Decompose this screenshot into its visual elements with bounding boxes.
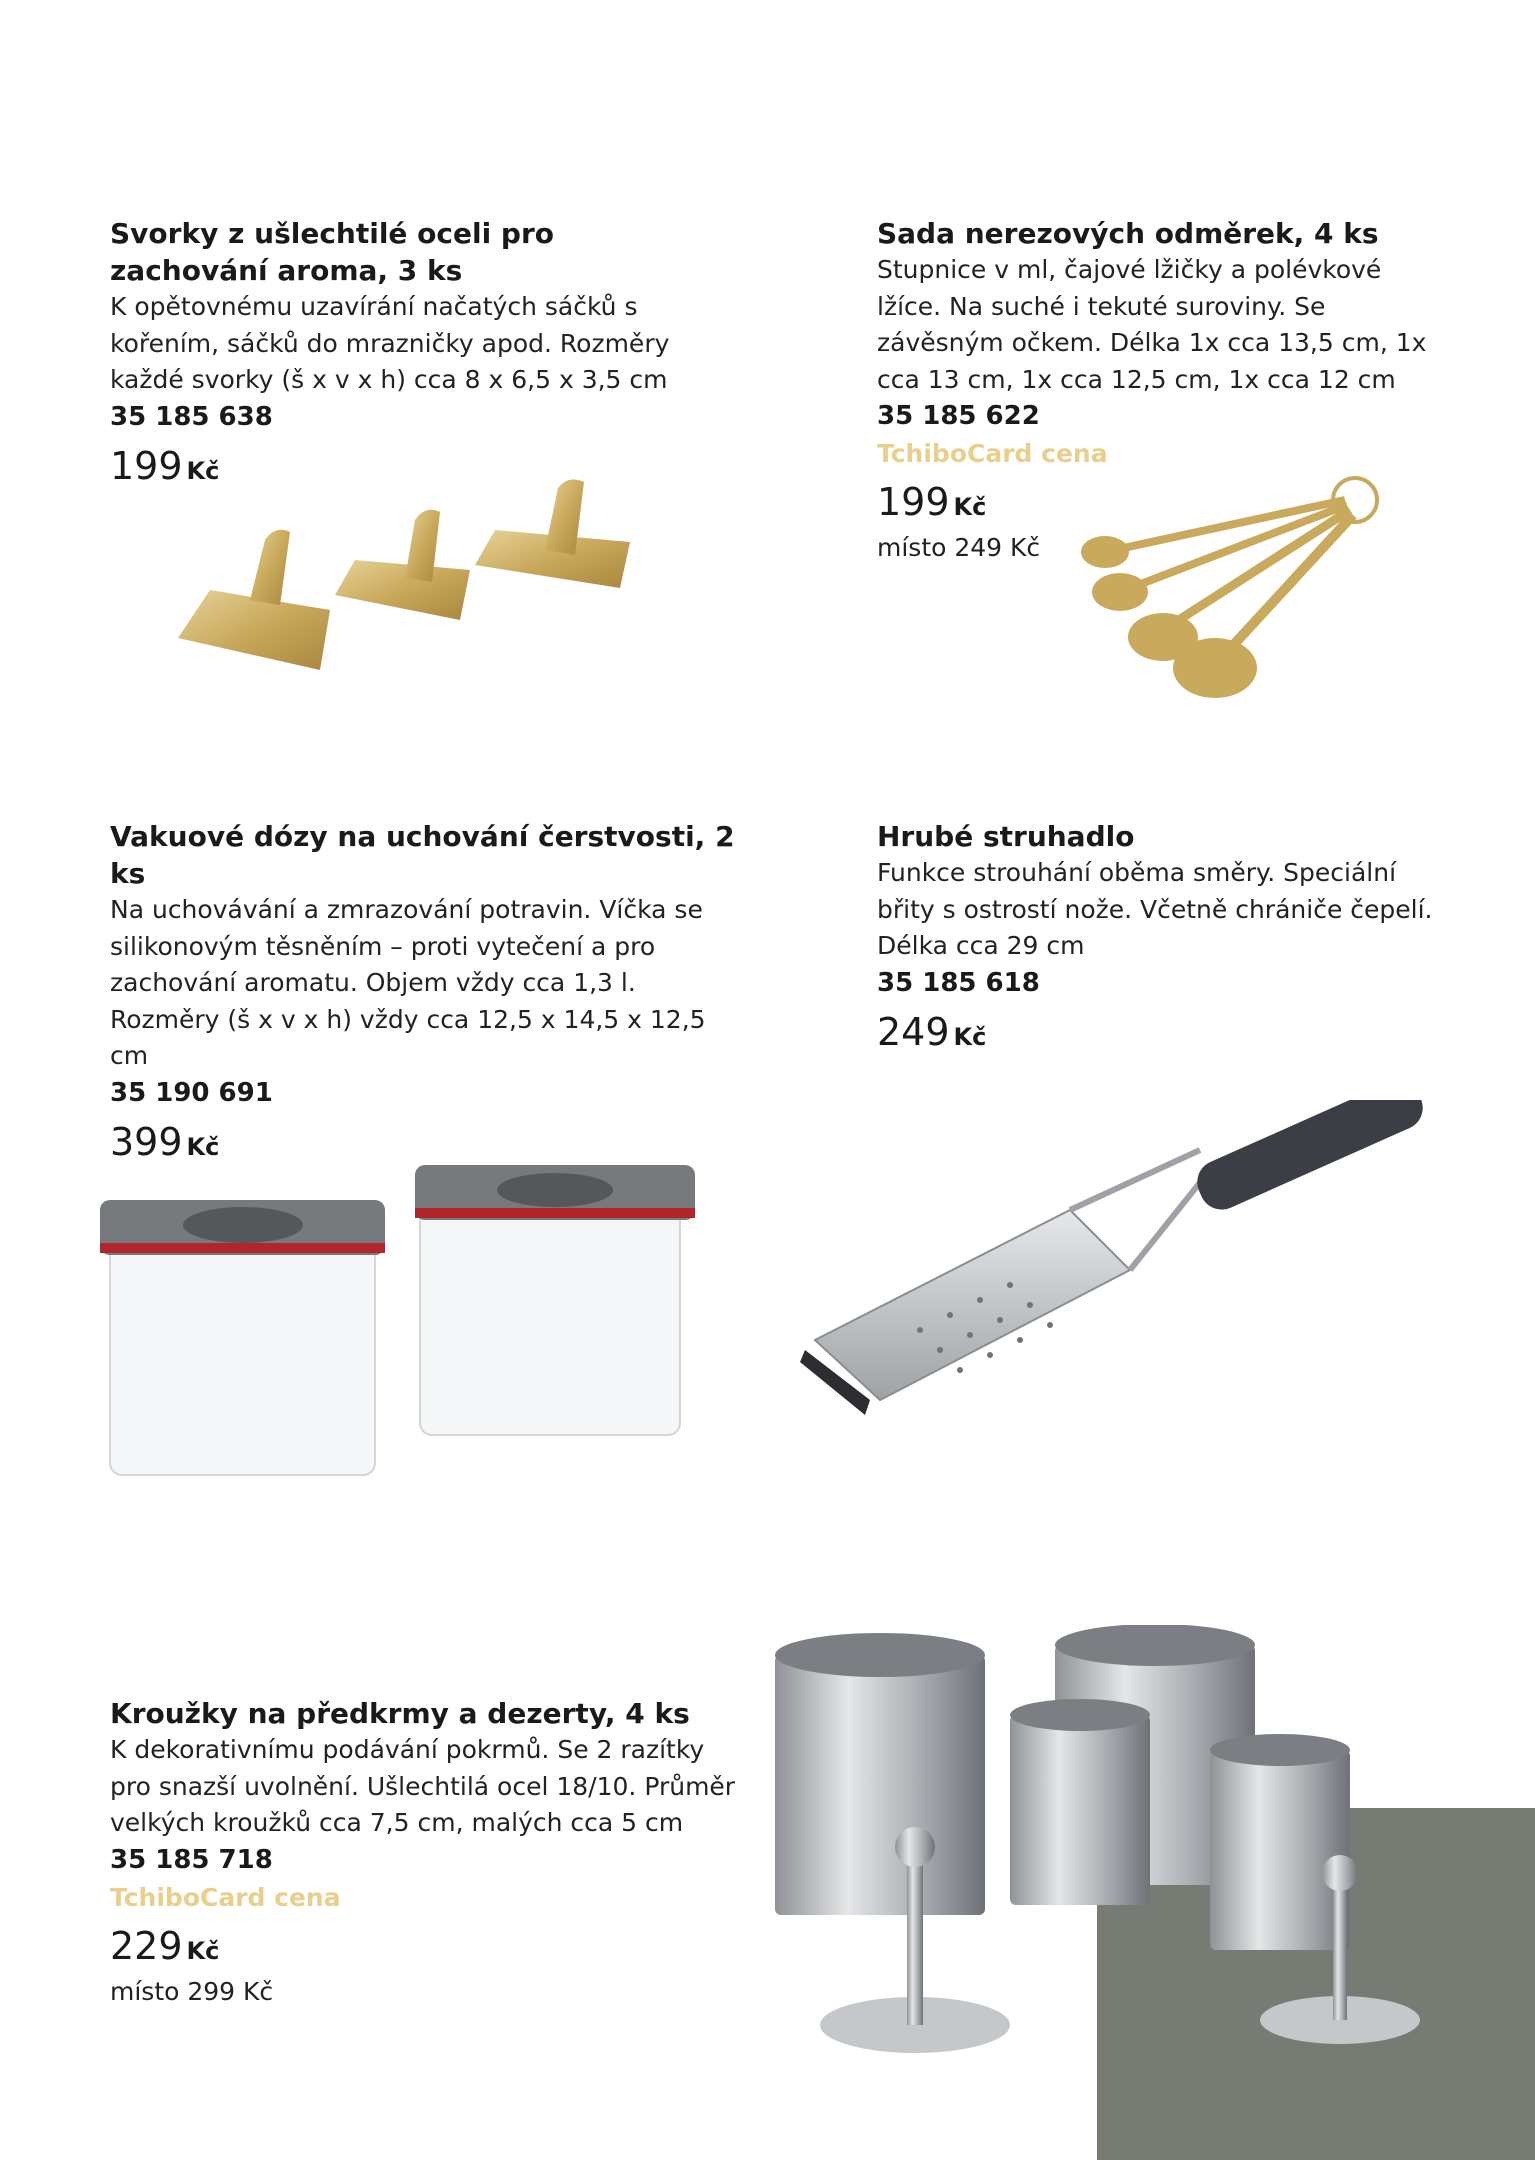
product-title: Svorky z ušlechtilé oceli pro zachování aroma, 3 ks: [110, 217, 555, 287]
product-code: 35 185 618: [877, 967, 1040, 998]
product-price: 249 Kč: [877, 1009, 987, 1054]
grater-icon: [800, 1100, 1440, 1430]
serving-rings-icon: [765, 1625, 1485, 2055]
product-title: Vakuové dózy na uchování čerstvosti, 2 ks: [110, 820, 735, 890]
product-price: 399 Kč: [110, 1119, 220, 1164]
product-title: Kroužky na předkrmy a dezerty, 4 ks: [110, 1697, 690, 1730]
vacuum-containers-icon: [95, 1125, 715, 1485]
product-code: 35 185 718: [110, 1844, 273, 1875]
product-vacuum-containers: [110, 818, 750, 1171]
product-price: 229 Kč: [110, 1923, 220, 1968]
old-price: místo 249 Kč: [877, 533, 1041, 562]
tchibocard-label: TchiboCard cena: [877, 439, 1108, 468]
product-clips: [110, 215, 670, 495]
product-grater: [877, 818, 1437, 1061]
product-description: Na uchovávání a zmrazování potravin. Víčka se silikonovým těsněním – proti vytečení a pro zachování aromatu. Objem vždy cca 1,3 l. Rozměry (š x v x h) vždy cca 12,5 x 14,5 x 12,5 cm: [110, 895, 706, 1070]
product-code: 35 190 691: [110, 1077, 273, 1108]
product-code: 35 185 622: [877, 401, 1040, 431]
product-price: 199 Kč: [110, 443, 220, 488]
product-title: Sada nerezových odměrek, 4 ks: [877, 217, 1379, 250]
tchibocard-label: TchiboCard cena: [110, 1882, 341, 1912]
measuring-spoons-icon: [1075, 460, 1395, 720]
product-description: K dekorativnímu podávání pokrmů. Se 2 razítky pro snazší uvolnění. Ušlechtilá ocel 18/10. Průměr velkých kroužků cca 7,5 cm, malých cca 5 cm: [110, 1735, 736, 1837]
product-title: Hrubé struhadlo: [877, 820, 1135, 853]
product-price: 199 Kč: [877, 480, 987, 524]
product-serving-rings: [110, 1695, 750, 2009]
product-description: Stupnice v ml, čajové lžičky a polévkové lžíce. Na suché i tekuté suroviny. Se závěsným očkem. Délka 1x cca 13,5 cm, 1x cca 13 cm, 1x cca 12,5 cm, 1x cca 12 cm: [877, 255, 1427, 394]
product-description: Funkce strouhání oběma směry. Speciální břity s ostrostí nože. Včetně chrániče čepelí. Délka cca 29 cm: [877, 858, 1433, 960]
brass-clips-icon: [170, 470, 650, 690]
old-price: místo 299 Kč: [110, 1976, 274, 2006]
product-code: 35 185 638: [110, 401, 273, 432]
product-description: K opětovnému uzavírání načatých sáčků s kořením, sáčků do mrazničky apod. Rozměry každé svorky (š x v x h) cca 8 x 6,5 x 3,5 cm: [110, 292, 670, 394]
